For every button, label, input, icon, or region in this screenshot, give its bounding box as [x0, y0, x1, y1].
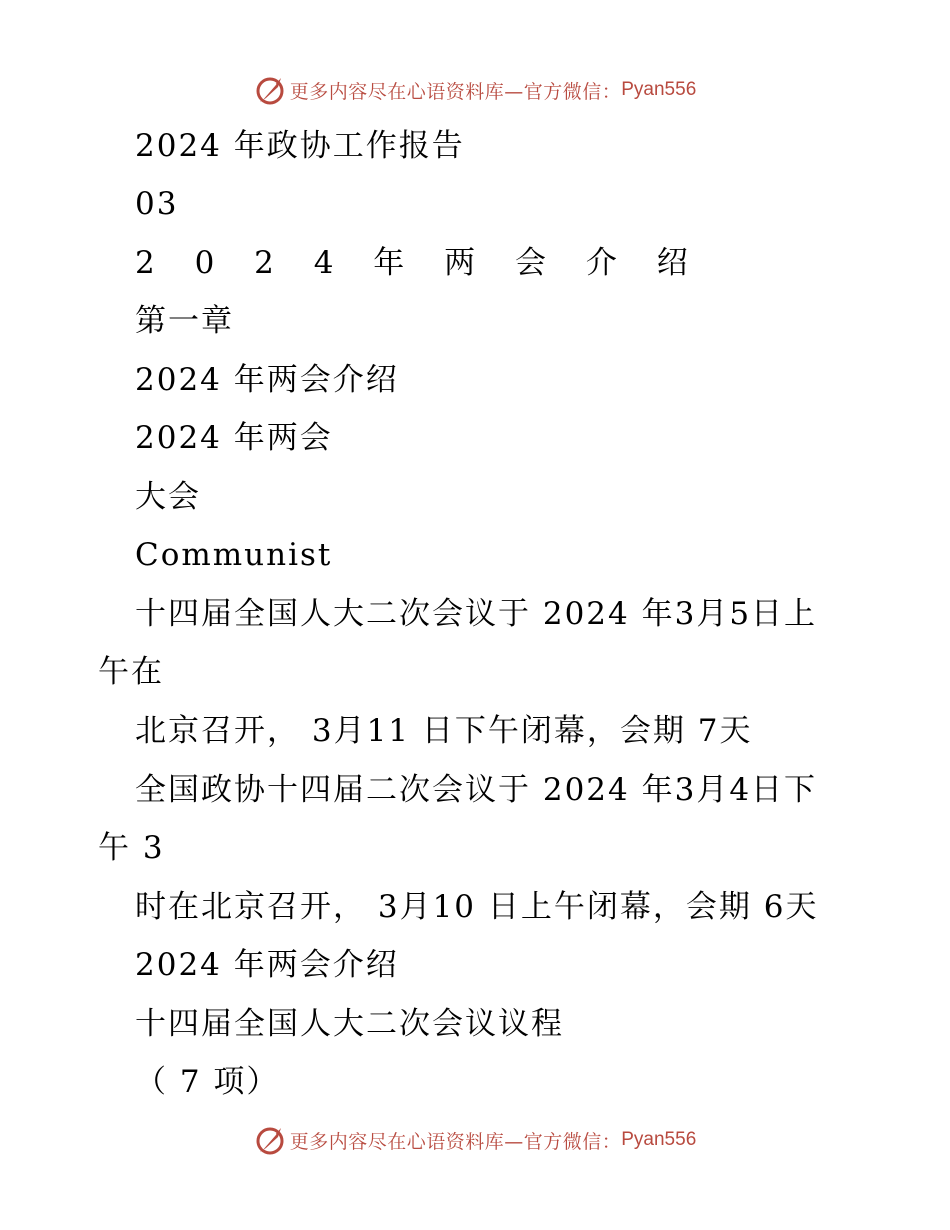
- watermark-text: 更多内容尽在心语资料库—官方微信：: [289, 80, 622, 103]
- text-line: 北京召开， 3月11 日下午闭幕，会期 7天: [135, 713, 753, 749]
- doc-title: 2024 年政协工作报告: [135, 128, 465, 164]
- quill-logo-icon: [254, 1124, 286, 1156]
- watermark-wechat-id: Pyan556: [621, 1129, 697, 1150]
- section-heading: 2 0 2 4 年 两 会 介 绍: [135, 245, 703, 281]
- text-line: Communist: [135, 537, 333, 573]
- text-line: 时在北京召开， 3月10 日上午闭幕，会期 6天: [135, 889, 819, 925]
- text-line: 十四届全国人大二次会议于 2024 年3月5日上: [135, 596, 818, 632]
- text-line: 午 3: [98, 830, 165, 866]
- watermark-wechat-id: Pyan556: [621, 79, 697, 100]
- text-line: 全国政协十四届二次会议于 2024 年3月4日下: [135, 772, 818, 808]
- watermark-header: [0, 70, 950, 110]
- text-line: 午在: [98, 654, 164, 690]
- text-line: 2024 年两会介绍: [135, 947, 399, 983]
- watermark-footer: [0, 1120, 950, 1160]
- page-number: 03: [135, 186, 179, 222]
- text-line: 十四届全国人大二次会议议程: [135, 1006, 564, 1042]
- chapter-label: 第一章: [135, 303, 234, 339]
- text-line: 大会: [135, 479, 201, 515]
- text-line: 2024 年两会: [135, 420, 333, 456]
- text-line: 2024 年两会介绍: [135, 362, 399, 398]
- quill-logo-icon: [254, 74, 286, 106]
- text-line: （ 7 项）: [135, 1064, 280, 1100]
- watermark-text: 更多内容尽在心语资料库—官方微信：: [289, 1130, 622, 1153]
